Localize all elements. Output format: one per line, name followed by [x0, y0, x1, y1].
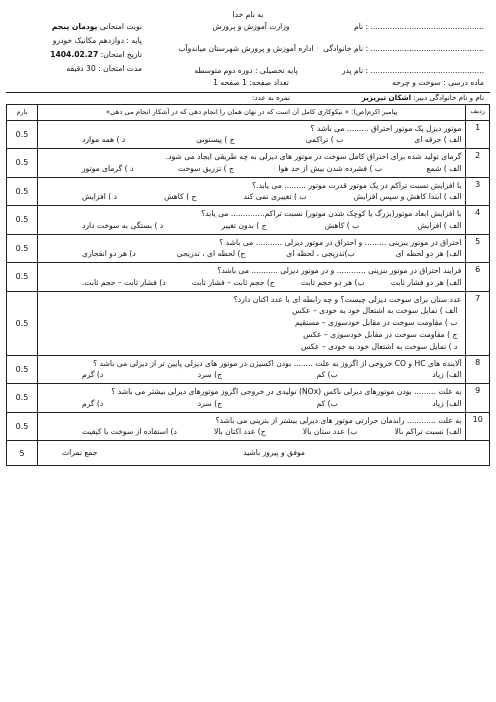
exam-header: [6, 6, 490, 93]
closing-text: موفق و پیروز باشید: [243, 448, 305, 458]
question-text: فرایند احتراق در موتور بنزینی ............ و در موتور دیزلی ........... می باشد؟: [217, 266, 462, 276]
question-text: موتور دیزل یک موتور احتراق ......... می باشد ؟: [310, 123, 462, 133]
family-field: نام خانوادگی : ...............................................: [323, 44, 484, 53]
question-text: به علت ............ راندمان حرارتی موتور های دیزلی بیشتر از بنزینی می باشد؟: [215, 415, 462, 425]
option-item: ب) کم: [316, 398, 338, 408]
question-options: [42, 163, 461, 175]
question-body: [38, 384, 466, 413]
ministry-label: وزارت آموزش و پرورش: [212, 22, 290, 31]
option-item: الف) زیاد: [432, 398, 462, 408]
option-item: ج) حجم ثابت – فشار ثابت: [191, 277, 275, 287]
option-item: ج ) پیستونی: [196, 135, 235, 145]
date-field: تاریخ امتحان: 1404.02.27: [50, 50, 142, 59]
option-item: ج ) بدون تغییر: [221, 220, 267, 230]
score-header: بارم: [7, 105, 38, 121]
question-body: [38, 234, 466, 263]
option-item: د ) گرمای موتور: [82, 163, 134, 173]
question-options: [42, 277, 461, 289]
question-row: [7, 263, 490, 292]
question-row: [7, 234, 490, 263]
option-item: الف ) شمع: [426, 163, 462, 173]
footer-cell: [38, 441, 490, 466]
basmala: به نام خدا: [232, 10, 264, 19]
question-row: [7, 291, 490, 355]
question-body: [38, 263, 466, 292]
option-item: د ) بستگی به سوخت دارد: [82, 220, 164, 230]
question-score: 0.5: [7, 263, 38, 292]
option-item: د) هر دو انفجاری: [82, 249, 136, 259]
question-body: [38, 412, 466, 441]
question-row: [7, 120, 490, 149]
question-score: 0.5: [7, 412, 38, 441]
question-number: 2: [466, 149, 490, 178]
question-row: [7, 412, 490, 441]
exam-round-field: نوبت امتحانی پودمان پنجم: [51, 22, 142, 31]
option-item: ج) عدد اکتان بالا: [213, 427, 266, 437]
question-body: [38, 291, 466, 355]
option-item: ج ) کاهش: [164, 192, 197, 202]
question-number: 7: [466, 291, 490, 355]
question-score: 0.5: [7, 177, 38, 206]
option-item: د) فشار ثابت – حجم ثابت.: [82, 277, 166, 287]
option-item: د) استفاده از سوخت با کیفیت: [82, 427, 177, 437]
question-options: [42, 426, 461, 438]
option-item: ج) لحظه ای ، تدریجی: [176, 249, 246, 259]
pages-label: تعداد صفحه: 1 صفحه 1: [213, 78, 289, 87]
option-item: الف) نسبت تراکم بالا: [394, 427, 462, 437]
question-options: [42, 134, 461, 146]
duration-field: مدت امتحان : 30 دقیقه: [66, 64, 142, 73]
question-text: به علت ......... بودن موتورهای دیزلی ناکس (NOx) تولیدی در خروجی اگزوز موتورهای دیزلی بیشتر می باشد ؟: [111, 387, 462, 397]
question-number: 6: [466, 263, 490, 292]
option-item: ب ) مقاومت سوخت در مقابل خودسوزی – مستقیم: [295, 318, 458, 328]
total-score: 5: [7, 441, 38, 466]
question-number: 3: [466, 177, 490, 206]
question-text: با افزایش ابعاد موتور(بزرگ یا کوچک شدن موتور) نسبت تراکم.............. می یابد؟: [201, 209, 462, 219]
question-score: 0.5: [7, 384, 38, 413]
option-item: د) گرم: [82, 370, 104, 380]
option-item: الف ) افزایش: [417, 220, 462, 230]
quote-row: [7, 105, 490, 121]
course-name-label: ماده درسی : سوخت و چرخه: [392, 78, 484, 87]
question-score: 0.5: [7, 149, 38, 178]
question-text: گرمای تولید شده برای احتراق کامل سوخت در موتور های دیزلی به چه طریقی ایجاد می شود.: [165, 152, 462, 162]
question-score: 0.5: [7, 120, 38, 149]
question-text: با افزایش نسبت تراکم در یک موتور قدرت موتور ......... می یابد.؟: [252, 180, 462, 190]
option-item: د ) همه موارد: [82, 135, 126, 145]
teacher-field: نام و نام خانوادگی دبیر: اشکان تبریزیر: [361, 93, 484, 102]
option-item: ج ) تزریق سوخت: [177, 163, 234, 173]
question-row: [7, 177, 490, 206]
question-text: عدد ستان برای سوخت دیزلی چیست؟ و چه رابطه ای با عدد اکتان دارد؟: [233, 294, 462, 304]
option-item: الف) هر دو لحظه ای: [395, 249, 462, 259]
grade-field: پایه : دوازدهم مکانیک خودرو: [52, 36, 142, 45]
question-options: [42, 220, 461, 232]
questions-table: [6, 104, 490, 466]
question-score: 0.5: [7, 291, 38, 355]
option-item: ب) کم: [316, 370, 338, 380]
question-row: [7, 149, 490, 178]
option-item: ج) سرد: [197, 398, 223, 408]
option-item: ب ) کاهش: [324, 220, 360, 230]
father-field: نام پدر : ...............................................: [341, 66, 484, 75]
question-row: [7, 206, 490, 235]
option-item: الف) هر دو فشار ثابت: [390, 277, 462, 287]
question-row: [7, 384, 490, 413]
option-item: ب)تدریجی ، لحظه ای: [286, 249, 355, 259]
question-options: [42, 191, 461, 203]
option-item: الف) زیاد: [432, 370, 462, 380]
exam-sheet: [6, 6, 490, 458]
row-header: ردیف: [466, 105, 490, 121]
option-item: ب ) تراکمی: [305, 135, 344, 145]
footer-row: [7, 441, 490, 466]
option-item: ب ) فشرده شدن بیش از حد هوا: [278, 163, 382, 173]
question-score: 0.5: [7, 234, 38, 263]
name-field: نام : ...............................................: [354, 22, 484, 31]
question-text: آلاینده های HC و CO خروجی از اگزوز به علت ........ بودن اکسیژن در موتور های دیزلی پایین تر از دیزلی می باشد ؟: [93, 358, 462, 368]
question-body: [38, 149, 466, 178]
prophet-quote: پیامبر اکرم(ص): « نیکوکاری کامل آن است که در نهان همان را انجام دهی که در آشکار انجام می دهی»: [38, 105, 466, 121]
question-text: احتراق در موتور بنزینی ......... و احتراق در موتور دیزلی ........... می باشد ؟: [219, 237, 462, 247]
option-item: الف ) جرقه ای: [414, 135, 462, 145]
option-item: الف ) ابتدا کاهش و سپس افزایش: [353, 192, 462, 202]
question-number: 1: [466, 120, 490, 149]
grade-course-label: پایه تحصیلی : دوره دوم متوسطه: [194, 66, 298, 75]
option-item: ب) هر دو حجم ثابت: [300, 277, 365, 287]
option-item: ج ) مقاومت سوخت در مقابل خودسوزی – عکس: [303, 330, 458, 340]
question-number: 5: [466, 234, 490, 263]
questions-body: [7, 120, 490, 441]
question-number: 8: [466, 355, 490, 384]
question-options: [42, 398, 461, 410]
question-body: [38, 355, 466, 384]
question-options: [42, 369, 461, 381]
question-options: [42, 248, 461, 260]
option-item: ج) سرد: [197, 370, 223, 380]
question-row: [7, 355, 490, 384]
option-item: ب ) تغییری نمی کند: [243, 192, 307, 202]
question-body: [38, 206, 466, 235]
office-label: اداره آموزش و پرورش شهرستان میاندوآب: [178, 44, 314, 53]
question-score: 0.5: [7, 206, 38, 235]
option-item: د ) افزایش: [82, 192, 118, 202]
option-item: د ) تمایل سوخت به اشتعال خود به خودی – عکس: [301, 341, 458, 351]
question-score: 0.5: [7, 355, 38, 384]
score-number-label: نمره به عدد:: [252, 93, 290, 102]
option-item: ب) عدد ستان بالا: [302, 427, 358, 437]
question-body: [38, 177, 466, 206]
question-number: 4: [466, 206, 490, 235]
question-number: 9: [466, 384, 490, 413]
question-options: [42, 305, 461, 352]
option-item: الف ) تمایل سوخت به اشتعال خود به خودی – عکس: [292, 306, 458, 316]
option-item: د) گرم: [82, 398, 104, 408]
total-label: جمع نمرات: [62, 448, 98, 458]
question-number: 10: [466, 412, 490, 441]
question-body: [38, 120, 466, 149]
